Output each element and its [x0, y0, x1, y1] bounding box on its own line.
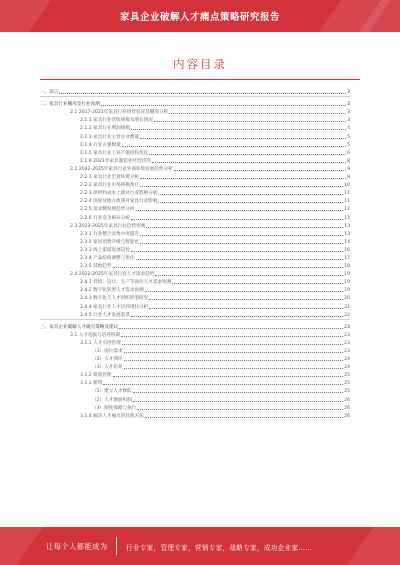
toc-entry-page: 3 [347, 90, 350, 96]
toc-entry[interactable] [40, 269, 350, 277]
toc-leader-dots [140, 137, 346, 139]
toc-entry[interactable] [40, 354, 350, 362]
toc-leader-dots [59, 92, 346, 94]
toc-leader-dots [133, 391, 343, 393]
toc-leader-dots [113, 375, 344, 377]
toc-leader-dots [140, 185, 343, 187]
toc-entry[interactable] [40, 204, 350, 212]
toc-leader-dots [158, 201, 343, 203]
toc-entry[interactable] [40, 140, 350, 148]
toc-entry[interactable] [40, 196, 350, 204]
toc-heading: 内容目录 [173, 57, 227, 71]
toc-entry-label: 2.2.2 家具行业市场规模预计 [80, 183, 140, 189]
toc-entry-label: 2.2.6 行业竞争格局分析 [80, 215, 130, 221]
toc-entry-label: 2.1.6 2021年家具制造业经营状况 [80, 158, 151, 164]
footer-slogan-left: 让每个人都能成为 [46, 542, 108, 551]
toc-entry-page: 16 [344, 247, 350, 253]
toc-entry[interactable] [40, 261, 350, 269]
toc-entry[interactable] [40, 330, 350, 338]
toc-entry-label: 2.1.1 家具行业营收规模及增长情况 [80, 118, 153, 124]
toc-leader-dots [140, 177, 346, 179]
toc-entry-label: 2.3.5 其他趋势 [80, 264, 112, 270]
footer-slogan-right: 行业专家，管理专家，营销专家，战略专家，成功企业家…… [126, 544, 313, 552]
toc-entry-page: 25 [344, 381, 350, 387]
toc-entry-label: 3.1.4 解决人才痛点的其他方法 [80, 413, 144, 419]
toc-entry[interactable] [40, 370, 350, 378]
toc-leader-dots [169, 112, 346, 114]
toc-entry[interactable] [40, 346, 350, 354]
toc-entry-page: 19 [344, 280, 350, 286]
toc-entry-page: 8 [347, 158, 350, 164]
toc-entry-label: （1）建立人才梯队 [92, 389, 132, 395]
toc-entry[interactable] [40, 148, 350, 156]
toc-entry-page: 25 [344, 389, 350, 395]
toc-leader-dots [113, 266, 344, 268]
toc-entry-label: 2.4.4 家具行业人才培养现状分析 [80, 304, 149, 310]
toc-entry[interactable] [40, 293, 350, 301]
toc-leader-dots [121, 335, 343, 337]
toc-entry-label: 2.4.2 数字化转型人才需求预测 [80, 288, 144, 294]
toc-entry[interactable] [40, 188, 350, 196]
toc-leader-dots [174, 169, 346, 171]
toc-entry-label: 2.3.2 家居消费升级与智能化 [80, 239, 140, 245]
toc-leader-dots [172, 282, 343, 284]
toc-entry-label: 2.1.3 家具行业主营企业数量 [80, 134, 140, 140]
toc-entry[interactable] [40, 107, 350, 115]
toc-entry-label: 2.1 2017-2021年家具行业经营状况及概况分析 [70, 110, 169, 116]
toc-entry-page: 25 [344, 373, 350, 379]
toc-entry[interactable] [40, 115, 350, 123]
toc-leader-dots [149, 153, 346, 155]
toc-entry-label: （3）人才培养 [92, 365, 123, 371]
toc-entry-page: 22 [344, 312, 350, 318]
toc-entry-label: （2）人才激励机制 [92, 397, 132, 403]
toc-entry-page: 13 [344, 231, 350, 237]
toc-leader-dots [152, 161, 346, 163]
toc-entry[interactable] [40, 310, 350, 318]
toc-leader-dots [122, 145, 346, 147]
toc-entry-page: 26 [344, 413, 350, 419]
toc-entry-page: 19 [344, 272, 350, 278]
toc-entry-label: 2.2.1 家具行业宏观环境分析 [80, 175, 140, 181]
toc-entry-page: 23 [344, 349, 350, 354]
table-of-contents [40, 87, 350, 419]
toc-entry-page: 3 [347, 102, 350, 108]
toc-entry[interactable] [40, 180, 350, 188]
toc-entry-label: 2.3.3 线上渠道发展趋势 [80, 247, 130, 253]
toc-entry[interactable] [40, 99, 350, 107]
toc-entry-label: 2.3.1 行业整合及集中度提升 [80, 231, 140, 237]
toc-entry-label: 2.4 2022-2025年家具行业人才需求趋势 [70, 272, 155, 278]
toc-entry-label: 2.3 2023-2025年家具行业趋势预测 [70, 223, 146, 229]
toc-entry-page: 23 [344, 324, 350, 330]
toc-entry-label: （3）制度保障与执行 [92, 405, 137, 411]
footer-banner [0, 527, 400, 565]
toc-leader-dots [131, 250, 343, 252]
toc-entry-label: 3.1.3 薪资 [80, 381, 103, 387]
toc-entry-page: 9 [347, 166, 350, 172]
toc-leader-dots [140, 234, 343, 236]
toc-entry[interactable] [40, 378, 350, 386]
toc-entry-label: 3.1.1 人才引进管理 [80, 340, 121, 346]
toc-entry[interactable] [40, 245, 350, 253]
toc-leader-dots [103, 383, 343, 385]
toc-entry-page: 14 [344, 239, 350, 245]
toc-entry-page: 11 [344, 191, 350, 197]
toc-entry-page: 24 [344, 357, 350, 363]
toc-entry-page: 3 [347, 118, 350, 124]
toc-entry[interactable] [40, 338, 350, 346]
header-banner [0, 0, 400, 32]
toc-entry-page: 26 [344, 397, 350, 403]
toc-divider [40, 96, 350, 97]
toc-entry-label: 2.2 2022-2025年家具行业外部环境发展趋势分析 [70, 166, 173, 172]
toc-entry-page: 26 [344, 405, 350, 411]
toc-entry-label: 2.1.5 家具行业工业产值结构变化 [80, 150, 149, 156]
toc-entry[interactable] [40, 285, 350, 293]
toc-entry-label: 一、前言 [40, 90, 59, 96]
toc-divider [40, 319, 350, 320]
footer-decoration [347, 527, 400, 565]
toc-leader-dots [124, 351, 344, 353]
toc-entry[interactable] [40, 229, 350, 237]
toc-entry-page: 4 [347, 126, 350, 132]
toc-leader-dots [119, 327, 343, 329]
toc-leader-dots [133, 400, 343, 402]
toc-entry[interactable] [40, 131, 350, 139]
toc-entry-label: 三、家具企业破解人才痛点策略及建议 [40, 324, 119, 330]
toc-entry[interactable] [40, 123, 350, 131]
toc-entry-label: （2）人才测评 [92, 357, 123, 363]
toc-entry-label: 2.4.1 营销、设计、生产等岗位人才需求预测 [80, 280, 172, 286]
toc-entry-page: 23 [344, 332, 350, 338]
toc-leader-dots [137, 408, 343, 410]
toc-entry-page: 10 [344, 183, 350, 189]
toc-leader-dots [131, 128, 346, 130]
toc-entry-page: 18 [344, 264, 350, 270]
toc-leader-dots [155, 274, 343, 276]
toc-entry[interactable] [40, 156, 350, 164]
toc-entry-page: 12 [344, 215, 350, 221]
toc-leader-dots [154, 120, 346, 122]
toc-entry-page: 11 [344, 199, 350, 205]
toc-entry[interactable] [40, 237, 350, 245]
toc-entry[interactable] [40, 164, 350, 172]
toc-leader-dots [149, 298, 343, 300]
toc-leader-dots [122, 343, 343, 345]
toc-leader-dots [158, 193, 343, 195]
toc-entry-page: 21 [344, 304, 350, 310]
toc-entry[interactable] [40, 322, 350, 330]
toc-entry-page: 5 [347, 134, 350, 140]
toc-leader-dots [140, 242, 343, 244]
toc-entry-page: 19 [344, 288, 350, 294]
toc-entry-label: 3.1 人才选拔与培养机制 [70, 332, 121, 338]
footer-decoration [0, 527, 43, 565]
toc-leader-dots [124, 359, 344, 361]
toc-entry[interactable] [40, 403, 350, 411]
toc-entry-label: 2.2.5 需求侧发展趋势分析 [80, 207, 135, 213]
toc-entry-label: 2.2.3 原材料成本上涨对行业影响分析 [80, 191, 158, 197]
toc-entry-label: 3.1.2 绩效管理 [80, 373, 112, 379]
toc-entry[interactable] [40, 87, 350, 95]
toc-entry[interactable] [40, 277, 350, 285]
toc-entry-label: 2.2.4 国家及地方政策对家具行业影响 [80, 199, 158, 205]
toc-entry[interactable] [40, 172, 350, 180]
toc-entry-label: 2.1.2 家具行业利润规模 [80, 126, 130, 132]
toc-entry-label: 2.1.4 行业五强数量 [80, 142, 121, 148]
toc-entry[interactable] [40, 362, 350, 370]
toc-entry[interactable] [40, 221, 350, 229]
toc-leader-dots [131, 315, 343, 317]
toc-leader-dots [101, 104, 346, 106]
toc-entry-page: 3 [347, 110, 350, 116]
toc-entry-label: 二、家具行业概况及行业预测 [40, 102, 100, 108]
toc-leader-dots [146, 226, 343, 228]
toc-entry[interactable] [40, 212, 350, 220]
toc-leader-dots [149, 307, 343, 309]
toc-entry-label: 2.4.3 数字化与人才组织转型研究 [80, 296, 149, 302]
toc-entry-page: 5 [347, 142, 350, 148]
toc-leader-dots [124, 367, 344, 369]
document-title: 家具企业破解人才痛点策略研究报告 [119, 12, 280, 23]
toc-leader-dots [136, 258, 344, 260]
toc-leader-dots [145, 416, 343, 418]
toc-entry-page: 23 [344, 340, 350, 346]
toc-entry[interactable] [40, 411, 350, 419]
toc-entry[interactable] [40, 386, 350, 394]
toc-entry-page: 13 [344, 223, 350, 229]
toc-entry[interactable] [40, 394, 350, 402]
toc-entry-page: 20 [344, 296, 350, 302]
toc-leader-dots [145, 290, 343, 292]
footer-divider [116, 537, 117, 555]
toc-entry-label: 2.4.5 行业人才发展前景 [80, 312, 130, 318]
toc-leader-dots [131, 218, 343, 220]
toc-entry-label: （1）岗位需求 [92, 349, 123, 354]
toc-entry-page: 24 [344, 365, 350, 371]
toc-entry-page: 9 [347, 175, 350, 181]
toc-entry[interactable] [40, 301, 350, 309]
toc-entry-page: 17 [344, 255, 350, 261]
toc-entry[interactable] [40, 253, 350, 261]
toc-entry-label: 2.3.4 产品结构调整与优化 [80, 255, 135, 261]
toc-leader-dots [136, 209, 344, 211]
toc-entry-page: 12 [344, 207, 350, 213]
toc-entry-page: 6 [347, 150, 350, 156]
toc-heading-rule [40, 79, 360, 80]
